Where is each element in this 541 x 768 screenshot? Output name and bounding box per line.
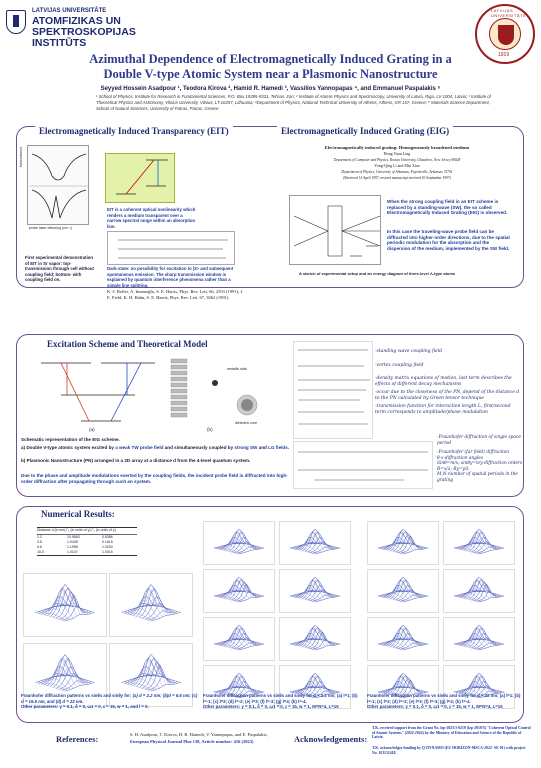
surface-mesh-line (313, 595, 338, 602)
schematic-item-a (21, 445, 291, 451)
item-a-mid: and simultaneously coupled by (163, 445, 235, 450)
surface-mesh-line (224, 580, 249, 599)
surface-plot (23, 573, 107, 637)
surface-mesh-line (385, 540, 410, 552)
surface-mesh-line (62, 606, 92, 621)
surface-mesh-line (133, 658, 163, 686)
surface-mesh-line (464, 676, 489, 695)
eit-references: K.-J. Boller, A. Imamoğlu, S. E. Harris, Phys. Rev. Lett. 66, 2593 (1991); J. E. Field, K. H. Hahn, S. E. Harris, Phys. Rev. Lett. 67, 3062 (1991). (107, 289, 244, 300)
surface-plot (203, 617, 275, 661)
surface-plot (203, 521, 275, 565)
surface-mesh-line (47, 658, 77, 686)
surface-mesh-line (469, 579, 494, 599)
surface-mesh-line (148, 611, 178, 621)
eit-axis-x-label: probe laser detuning (cm⁻¹) (29, 226, 72, 230)
surface-mesh-line (237, 643, 262, 650)
seal-year: 1919 (498, 52, 510, 58)
schematic-item-b: b) Plasmonic Nanostructure (PN) arranged in a 2D array at a distance d from the 4-level quantum system. (21, 458, 251, 463)
surface-mesh-line (315, 548, 340, 554)
fraunhofer-notes (437, 435, 523, 483)
eit-eig-panel (16, 126, 524, 300)
table-cell: 1.1958 (67, 544, 78, 549)
surface-mesh-line (300, 532, 325, 551)
surface-plot (443, 521, 515, 565)
label-b: (b) (207, 427, 213, 432)
item-a-strong-field: strong SW (234, 445, 258, 450)
surface-mesh-line (292, 547, 317, 553)
surface-mesh-line (466, 577, 491, 597)
eit-heading: Electromagnetically Induced Transparency (EIT) (35, 126, 233, 136)
caption-left-cases: (a) d = 2.2 nm; (b)d = 6.6 nm; (c) d = 19.8 nm, and (d) d = 22 nm. (21, 693, 198, 704)
surface-mesh-line (53, 588, 82, 618)
surface-mesh-line (136, 654, 166, 684)
surface-mesh-line (50, 584, 80, 614)
ack-text-1: T.K. received support from the Grant No. lzp-2023/1-0219 (lzp-2019/5) "Coherent Optical Control of Atomic Systems" (2022-2024) by the Ministry of Education and Science of the Republic of Latvia. (372, 726, 531, 740)
surface-mesh-line (390, 529, 415, 549)
poster-header (0, 0, 541, 130)
table-cell: 1.0034 (102, 544, 113, 549)
note-diffraction-angles: θ-x-diffraction angles (437, 455, 484, 461)
surface-mesh-line (237, 591, 262, 601)
dielectric-core-label: dielectric core (235, 421, 258, 425)
surface-mesh-line (479, 644, 504, 650)
surface-mesh-line (380, 643, 405, 649)
surface-mesh-line (50, 655, 80, 687)
surface-mesh-line (477, 591, 502, 601)
dark-state-text: Dark-state: no possibility for excitation to |3> and subsequent spontaneous emission. The sharp transmission window is explained by quantum interference phenomena rather than a simple line splitting. (107, 266, 234, 288)
surface-mesh-line (53, 588, 82, 615)
table-cell: 5.6 (37, 544, 42, 549)
references-label: References: (56, 734, 99, 744)
item-a-end: . (287, 445, 290, 450)
note-transmission: -transmission function for interaction length L, first/second term corresponds to amplitude/phase modulation (375, 404, 511, 415)
caption-right-params: Other parameters: γ = 0.1, δ = 0, ω1 = 0, ε = 15, w = 1, M=N=4, L=15 (367, 704, 503, 709)
surface-mesh-line (292, 643, 317, 649)
caption-left-params: Other parameters: γ = 0.1, δ = 0, ω1 = 0, ε = 15, w = 1, and l = 0. (21, 704, 149, 709)
ack-text-2: T.K. acknowledges funding by Q-DYNAMO (EU HORIZON-MSCA-2022- SE-01) with project No. 101131418. (372, 746, 526, 755)
surface-mesh-line (469, 579, 494, 597)
eig-paper-author: Hong Yuan Ling (383, 151, 411, 156)
poster-footer (0, 726, 541, 768)
item-a-pre: a) Double V-type atomic system excited by (21, 445, 116, 450)
surface-mesh-line (456, 595, 481, 601)
surface-mesh-line (47, 588, 77, 616)
eig-paper-snippet (287, 145, 507, 181)
surface-mesh-line (130, 600, 160, 618)
eit-definition-text: is a coherent optical nonlinearity which renders a medium transparent over a narrow spectral range within an absorption line. (107, 207, 196, 229)
crest-icon (6, 10, 26, 34)
surface-mesh-line (38, 612, 68, 621)
surface-mesh-line (302, 625, 327, 645)
caption-right-pre: Fraunhofer diffraction patterns vs sinθx and sinθy for d = 22 nm; (367, 693, 500, 698)
note-orders: Sinθ=m/x; sinθy=n/y-diffraction orders (437, 461, 523, 466)
surface-mesh-line (136, 585, 166, 617)
university-name: LATVIJAS UNIVERSITĀTE (32, 8, 107, 14)
numerical-results-panel (16, 506, 524, 723)
table-header: Distance d (in nm) Γ₁ (in units of γ) Γ₂ (in units of γ) (37, 528, 137, 535)
surface-mesh-line (313, 547, 338, 554)
caption-middle (203, 693, 363, 710)
note-vortex: -vortex coupling field (375, 362, 424, 368)
surface-mesh-line (216, 595, 241, 601)
label-a: (a) (89, 427, 95, 432)
surface-mesh-line (401, 543, 426, 553)
note-far-field: -Fraunhofer (far field) diffraction (437, 450, 509, 455)
dark-state-equations (107, 231, 235, 265)
surface-mesh-line (385, 588, 410, 600)
excitation-heading: Excitation Scheme and Theoretical Model (43, 339, 212, 349)
surface-mesh-line (224, 532, 249, 551)
table-cell: 2.2 (37, 534, 42, 539)
surface-mesh-line (305, 627, 330, 645)
surface-mesh-line (479, 548, 504, 554)
surface-mesh-line (139, 658, 169, 685)
surface-plot (443, 617, 515, 661)
poster-title: Azimuthal Dependence of Electromagnetically Induced Grating in a Double V-type Atomic System near a Plasmonic Nanostructure (89, 52, 452, 81)
surface-mesh-line (292, 595, 317, 601)
surface-plot (279, 521, 351, 565)
table-cell: 0.1616 (102, 539, 113, 544)
eig-text-2: In this case the traveling-wave probe field can be diffracted into higher-order directions, due to the spatial periodic modulation for the absorption and the dispersion of the medium, implemented by the SW field. (387, 229, 510, 251)
table-cell: 1.9438 (67, 539, 78, 544)
surface-plot (443, 569, 515, 613)
surface-mesh-line (50, 655, 80, 686)
fraunhofer-equations (293, 441, 433, 489)
surface-mesh-line (239, 644, 264, 650)
surface-mesh-line (151, 612, 181, 621)
surface-mesh-line (221, 636, 246, 648)
affiliations: ¹ School of Physics, Institute for Research in Fundamental Sciences, P.O. Box 19395-5531, Tehran, Iran; ² Institute of Atomic Physics and Spectroscopy, University of Latvia, Riga, LV-1004, Latvia; ³ Institute of Theoretical Physics and Astronomy, Vilnius University, Vilnius, LT-10257, Lithuania; ⁴Department of Physics, National Technical University of Athens, Athens, GR 157, Greece; ⁵ Materials Science Department, School of Natural Sciences, University of Patras, Patras, Greece (96, 94, 491, 111)
table-cell: 10.9863 (67, 534, 80, 539)
surface-plot (203, 569, 275, 613)
caption-mid-cases: (a) l=1; (b) l=-1; (c) l=2; (d) l=-2; (e) l=3; (f) l=-3; (g) l=4; (h) l=-4. (203, 693, 358, 704)
surface-mesh-line (122, 682, 152, 691)
eig-paper-affil2: Department of Physics, University of Arkansas, Fayetteville, Arkansas 72701 (341, 170, 453, 174)
university-seal (475, 4, 535, 64)
surface-mesh-line (224, 628, 249, 647)
numerical-heading: Numerical Results: (37, 509, 119, 519)
eig-paper-affil: Department of Computer and Physics, Rowan University, Glassboro, New Jersey 08028 (333, 158, 461, 162)
eig-setup-sketch (289, 195, 381, 265)
surface-mesh-line (239, 548, 264, 554)
surface-mesh-line (403, 596, 428, 602)
table-cell: 1.0107 (67, 549, 78, 554)
item-a-lg-field: LG fields (268, 445, 288, 450)
surface-mesh-line (461, 636, 486, 648)
caption-right-cases: (a) l=1; (b) l=-1; (c) l=2; (d) l=-2; (e) l=3; (f) l=-3; (g) l=4; (h) l=-4. (367, 693, 521, 704)
surface-mesh-line (393, 531, 418, 549)
metallic-slab-label: metallic slab (227, 367, 247, 371)
surface-mesh-line (305, 627, 330, 647)
seal-ring-text: LATVIJAS UNIVERSITĀTE (491, 8, 527, 18)
table-cell: 0.8386 (102, 534, 113, 539)
model-equations (293, 341, 373, 439)
surface-mesh-line (47, 660, 77, 687)
author-list: Seyyed Hossein Asadpour ¹, Teodora Kirova ², Hamid R. Hamedi ³, Vassilios Yannopapas ⁴, and Emmanuel Paspalakis ⁵ (100, 86, 441, 92)
surface-mesh-line (216, 547, 241, 553)
surface-mesh-line (44, 670, 74, 688)
shield-icon (498, 25, 514, 45)
table-body (37, 535, 137, 555)
item-a-and: and (257, 445, 269, 450)
surface-mesh-line (124, 682, 154, 691)
surface-mesh-line (456, 547, 481, 553)
eit-caption: First experimental demonstration of EIT in Sr vapor: top- transmission through cell without coupling field; bottom- with coupling field on. (25, 255, 94, 282)
surface-mesh-line (148, 676, 178, 691)
eit-axis-y-label: transmission (19, 147, 23, 167)
eig-paper-authors2: Yong-Qing Li and Min Xiao (374, 163, 420, 168)
surface-mesh-line (300, 580, 325, 599)
seal-inner (489, 18, 521, 50)
eig-paper-received: (Received 14 April 1997; revised manuscript received 10 September 1997) (343, 176, 451, 180)
institute-name: ATOMFIZIKAS UN SPEKTROSKOPIJAS INSTITŪTS (32, 15, 136, 49)
table-cell: 1.0016 (102, 549, 113, 554)
eig-caption: A sketch of experimental setup and an energy diagram of three-level Λ-type atoms (299, 271, 456, 276)
surface-mesh-line (133, 590, 163, 617)
model-notes (375, 349, 521, 415)
table-cell: 16.0 (37, 549, 44, 554)
surface-mesh-line (297, 540, 322, 552)
surface-mesh-line (122, 612, 152, 621)
surface-mesh-line (133, 588, 163, 616)
surface-mesh-line (388, 580, 413, 599)
surface-mesh-line (380, 595, 405, 601)
surface-mesh-line (464, 628, 489, 647)
table-cell: 3.5 (37, 539, 42, 544)
note-periods: M,N-number of spatial periods in the grating (437, 472, 518, 483)
references-text: S. H. Asadpour, T. Kirova, H. R. Hamedi, V. Yannopapas, and E. Paspalakis, (130, 732, 268, 737)
surface-mesh-line (403, 644, 428, 650)
note-standing-wave: -standing wave coupling field (375, 349, 442, 354)
surface-mesh-line (477, 547, 502, 554)
surface-mesh-line (124, 612, 154, 621)
surface-mesh-line (300, 676, 325, 695)
surface-mesh-line (216, 643, 241, 649)
surface-mesh-line (65, 682, 95, 691)
surface-mesh-line (297, 588, 322, 600)
surface-plot (367, 617, 439, 661)
surface-mesh-line (388, 628, 413, 647)
surface-mesh-line (388, 676, 413, 695)
surface-mesh-line (461, 540, 486, 552)
surface-mesh-line (226, 577, 251, 597)
surface-mesh-line (401, 595, 426, 602)
item-a-weak-field: a weak TW probe field (115, 445, 164, 450)
diffraction-note: Due to the phase and amplitude modulations exerted by the coupling fields, the incident probe field is diffracted into high-order diffraction after propagating through such an system. (21, 473, 288, 484)
surface-mesh-line (139, 658, 169, 688)
surface-mesh-line (313, 639, 338, 649)
surface-mesh-line (229, 579, 254, 597)
note-single-period: -Fraunhofer diffraction of single space period (437, 435, 521, 446)
surface-mesh-line (464, 532, 489, 551)
surface-mesh-line (62, 681, 92, 691)
table-row (37, 550, 137, 555)
surface-mesh-line (44, 600, 74, 618)
acknowledgements-label: Acknowledgements: (294, 734, 368, 744)
excitation-panel (16, 334, 524, 497)
double-v-diagram (31, 355, 165, 427)
surface-mesh-line (36, 612, 66, 621)
surface-plot (279, 617, 351, 661)
eig-paper-title: Electromagnetically induced grating: Homogeneously broadened medium (324, 145, 470, 150)
note-density-matrix: -density matrix equations of motion, last term describes the effects of different decay mechanisms (375, 376, 512, 387)
surface-mesh-line (385, 636, 410, 648)
eit-definition (107, 207, 197, 229)
surface-plot (109, 573, 193, 637)
caption-left-pre: Fraunhofer diffraction patterns vs sinθx and sinθy for: (21, 693, 133, 698)
surface-mesh-line (393, 675, 418, 693)
caption-left (21, 693, 199, 710)
surface-mesh-line (477, 643, 502, 650)
eig-heading: Electromagnetically Induced Grating (EIG) (277, 126, 453, 136)
schematic-title: Schematic representation of the EIG scheme. (21, 437, 120, 442)
surface-mesh-line (393, 531, 418, 551)
surface-mesh-line (38, 682, 68, 691)
eit-transmission-plot (27, 145, 89, 225)
decay-rate-table (37, 527, 137, 556)
caption-mid-pre: Fraunhofer diffraction patterns vs sinθx and sinθy for d = 2.2 nm; (203, 693, 337, 698)
surface-mesh-line (388, 532, 413, 551)
note-ratios: R=x/λ; Ry=y/λ (437, 466, 470, 472)
surface-mesh-line (401, 643, 426, 650)
surface-plot (367, 521, 439, 565)
surface-mesh-line (130, 670, 160, 688)
note-pn-distance: -occur due to the closeness of the PN, depend of the distance d to the PN calculated by Green tensor technique (375, 390, 520, 401)
surface-mesh-line (464, 580, 489, 599)
eig-text-1: When the strong coupling field in an EIT scheme is replaced by a standing-wave (SW), the so called Electromagnetically Induced Grating (EIG) is observed. (387, 199, 508, 215)
surface-mesh-line (315, 596, 340, 602)
surface-mesh-line (229, 579, 254, 599)
surface-plot (367, 569, 439, 613)
surface-mesh-line (300, 628, 325, 647)
surface-mesh-line (456, 643, 481, 649)
surface-mesh-line (221, 540, 246, 552)
surface-mesh-line (380, 547, 405, 553)
surface-mesh-line (221, 588, 246, 600)
caption-right (367, 693, 521, 710)
surface-mesh-line (224, 676, 249, 695)
surface-mesh-line (390, 673, 415, 693)
surface-mesh-line (461, 588, 486, 600)
surface-mesh-line (237, 547, 262, 554)
surface-plot (279, 569, 351, 613)
eit-term: EIT (107, 207, 114, 212)
caption-mid-params: Other parameters: γ = 0.1, δ = 0, ω1 = 0, ε = 15, w = 1, M=N=4, L=15 (203, 704, 339, 709)
eit-level-diagram (105, 153, 175, 203)
surface-mesh-line (136, 585, 166, 616)
surface-mesh-line (297, 636, 322, 648)
references-journal: European Physical Journal Plus 138, Article number: 416 (2023) (130, 739, 254, 744)
surface-mesh-line (36, 682, 66, 691)
